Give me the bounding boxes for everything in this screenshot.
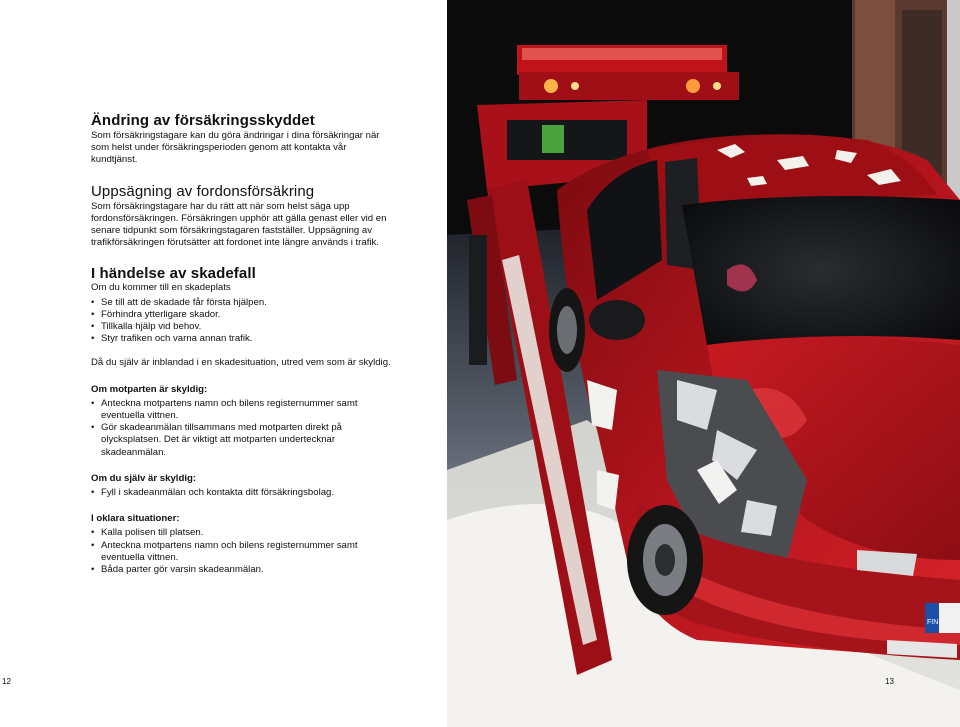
heading-change-insurance: Ändring av försäkringsskyddet	[91, 112, 315, 129]
list-item: • Fyll i skadeanmälan och kontakta ditt försäkringsbolag.	[91, 487, 391, 499]
crashed-car-photo	[447, 0, 960, 727]
text-involved: Då du själv är inblandad i en skadesituation, utred vem som är skyldig.	[91, 357, 391, 369]
license-plate-country: FIN	[927, 619, 939, 626]
list-item: • Se till att de skadade får första hjälpen.	[91, 297, 391, 309]
list-item: • Anteckna motpartens namn och bilens registernummer samt eventuella vittnen.	[91, 398, 391, 422]
label-unclear: I oklara situationer:	[91, 513, 180, 525]
self-bullet-list	[91, 487, 391, 499]
section-damage	[91, 265, 391, 576]
heading-damage: I händelse av skadefall	[91, 265, 256, 283]
content-column	[91, 112, 391, 576]
list-item: • Gör skadeanmälan tillsammans med motparten direkt på olycksplatsen. Det är viktigt att motparten undertecknar skadeanmälan.	[91, 422, 391, 459]
list-item: • Båda parter gör varsin skadeanmälan.	[91, 564, 391, 576]
unclear-bullet-list	[91, 527, 391, 576]
list-item: • Anteckna motpartens namn och bilens registernummer samt eventuella vittnen.	[91, 540, 391, 564]
list-item: • Styr trafiken och varna annan trafik.	[91, 333, 391, 345]
tow-truck-illustration	[447, 0, 960, 727]
list-item: • Tillkalla hjälp vid behov.	[91, 321, 391, 333]
text-damage-intro: Om du kommer till en skadeplats	[91, 282, 231, 294]
list-item: • Förhindra ytterligare skador.	[91, 309, 391, 321]
text-change-insurance: Som försäkringstagare kan du göra ändringar i dina försäkringar när som helst under försäkringsperioden genom att kontakta vår kundtjänst.	[91, 130, 380, 166]
text-page	[0, 0, 447, 727]
page-number-right: 13	[885, 677, 894, 686]
label-counterpart-guilty: Om motparten är skyldig:	[91, 383, 208, 395]
section-cancel-insurance	[91, 183, 391, 250]
page-number-left: 12	[2, 677, 11, 686]
counterpart-bullet-list	[91, 398, 391, 459]
label-self-guilty: Om du själv är skyldig:	[91, 472, 197, 484]
text-cancel-insurance: Som försäkringstagare har du rätt att när som helst säga upp fordonsförsäkringen. Försäkringen upphör att gälla genast eller vid en senare tidpunkt som försäkringstagaren fastställer. Uppsägning av trafikförsäkringen förutsätter att fordonet inte längre används i trafik.	[91, 200, 387, 249]
heading-cancel-insurance: Uppsägning av fordonsförsäkring	[91, 182, 315, 200]
damage-bullet-list	[91, 297, 391, 346]
section-change-insurance	[91, 112, 391, 167]
list-item: • Kalla polisen till platsen.	[91, 527, 391, 539]
